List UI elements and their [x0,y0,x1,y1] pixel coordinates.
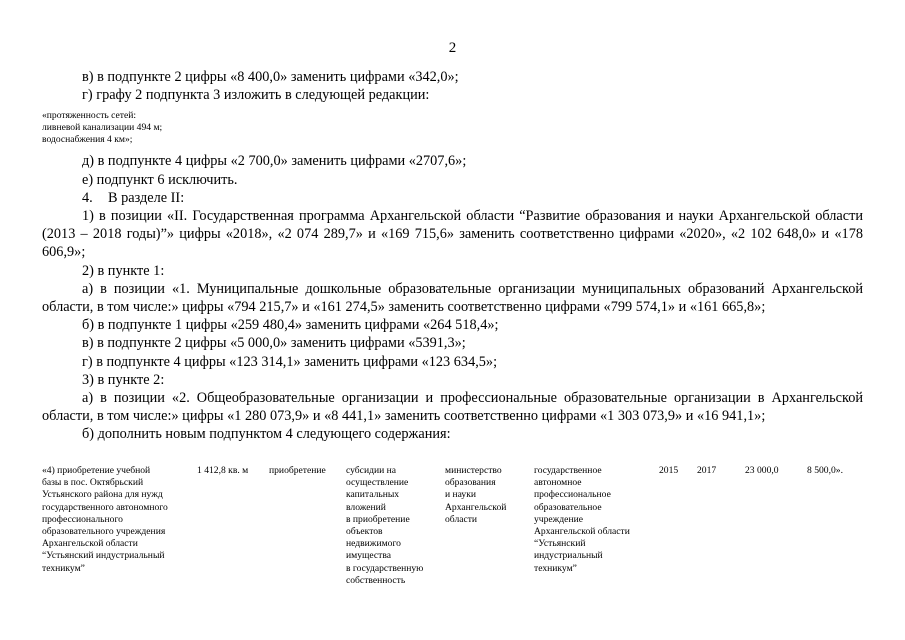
cell-capacity [197,465,263,477]
paragraph: г) графу 2 подпункта 3 изложить в следующей редакции: [82,87,430,104]
cell-line: вложений [346,501,386,513]
paragraph: г) в подпункте 4 цифры «123 314,1» заменить цифрами «123 634,5»; [82,353,498,370]
paragraph: е) подпункт 6 исключить. [82,171,238,188]
cell-line: субсидии на [346,465,397,476]
page-number: 2 [448,40,457,56]
cell-line: собственность [346,574,406,586]
cell-line: в государственную [346,562,424,574]
cell-line: “Устьянский [534,538,586,550]
paragraph: б) дополнить новым подпунктом 4 следующего содержания: [82,426,451,443]
cell-year-end: 2017 [697,465,717,476]
cell-year-start: 2015 [659,465,679,476]
cell-line: Архангельской [445,501,507,513]
cell-line: области [445,513,478,525]
cell-line: объектов [346,526,383,538]
paragraph: д) в подпункте 4 цифры «2 700,0» заменить цифрами «2707,6»; [82,153,467,170]
cell-line: техникум” [534,562,577,574]
cell-administrator [445,465,531,526]
paragraph: а) в позиции «1. Муниципальные дошкольные образовательные организации муниципальных образований Архангельской области, в том числе:» цифры «794 215,7» и «161 274,5» заменить соответственно цифрами «799 574,1» и «161 665,8»; [42,280,863,316]
section-title: В разделе II: [108,189,185,206]
cell-object [42,465,192,575]
cell-type [269,465,337,477]
cell-line: образовательное [534,501,602,513]
cell-line: автономное [534,477,582,489]
cell-line: 1 412,8 кв. м [197,465,249,476]
cell-customer [534,465,659,575]
cell-amount: 8 500,0». [807,465,843,476]
paragraph: 3) в пункте 2: [82,371,165,388]
cell-form [346,465,438,587]
paragraph: в) в подпункте 2 цифры «8 400,0» заменить цифрами «342,0»; [82,69,459,85]
section-number: 4. [82,189,93,206]
paragraph: а) в позиции «2. Общеобразовательные организации и профессиональные образовательные организации в Архангельской области, в том числе:» цифры «1 280 073,9» и «8 441,1» заменить соответственно цифрами «1 303 073,9» и «16 941,1»; [42,390,863,425]
cell-line: учреждение [534,513,583,525]
cell-line: приобретение [269,465,326,476]
cell-line: «4) приобретение учебной [42,465,151,476]
quote-line: водоснабжения 4 км»; [42,134,133,146]
cell-line: образовательного учреждения [42,526,166,538]
cell-line: недвижимого [346,538,401,550]
cell-line: имущества [346,550,391,562]
section-heading [42,189,863,207]
paragraph: 2) в пункте 1: [82,262,165,279]
paragraph: 1) в позиции «II. Государственная программа Архангельской области “Развитие образования и науки Архангельской области (2013 – 2018 годы)”» цифры «2018», «2 074 289,7» и «169 715,6» заменить соответственно цифрами «2020», «2 102 648,0» и «178 606,9»; [42,208,863,261]
cell-line: Устьянского района для нужд [42,489,163,501]
cell-line: государственного автономного [42,501,168,513]
cell-line: и науки [445,489,477,501]
paragraph: б) в подпункте 1 цифры «259 480,4» заменить цифрами «264 518,4»; [82,317,499,334]
cell-cost: 23 000,0 [745,465,779,476]
cell-line: профессиональное [534,489,611,501]
cell-line: осуществление [346,477,409,489]
cell-line: индустриальный [534,550,603,562]
quoted-text [42,110,863,146]
cell-line: образования [445,477,496,489]
paragraph: в) в подпункте 2 цифры «5 000,0» заменить цифрами «5391,3»; [82,335,466,352]
cell-line: базы в пос. Октябрьский [42,477,144,489]
cell-line: техникум” [42,562,85,574]
cell-line: Архангельской области [42,538,138,550]
cell-line: Архангельской области [534,526,630,538]
cell-line: “Устьянский индустриальный [42,550,165,562]
cell-line: профессионального [42,513,123,525]
document-body [42,68,863,444]
cell-line: министерство [445,465,502,476]
cell-line: в приобретение [346,513,410,525]
cell-line: государственное [534,465,602,476]
cell-line: капитальных [346,489,400,501]
quote-line: ливневой канализации 494 м; [42,122,163,134]
quote-line: «протяженность сетей: [42,110,137,122]
